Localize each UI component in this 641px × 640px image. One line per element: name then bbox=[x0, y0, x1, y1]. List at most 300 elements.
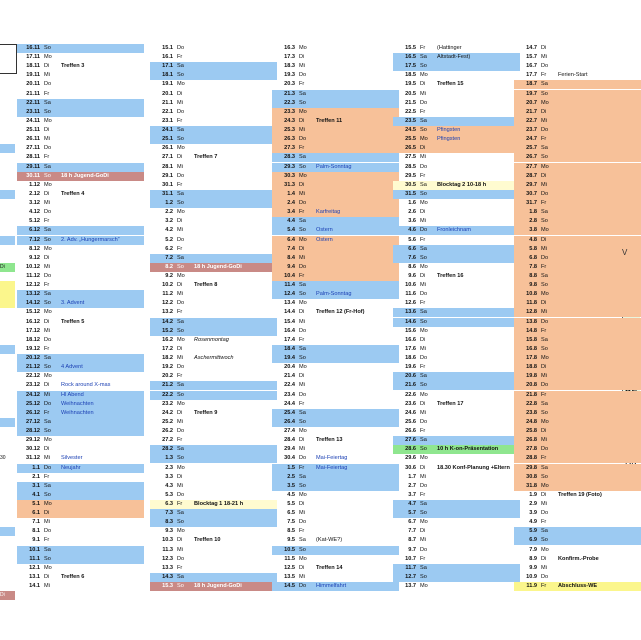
date-cell: 27.2 bbox=[162, 437, 173, 444]
date-cell: 24.1 bbox=[162, 127, 173, 134]
weekday-cell: Mi bbox=[541, 437, 547, 444]
calendar-row bbox=[17, 44, 144, 53]
weekday-cell: Sa bbox=[44, 482, 51, 489]
date-cell: 16.5 bbox=[405, 54, 416, 61]
date-cell: 6.4 bbox=[287, 236, 295, 243]
weekday-cell: Di bbox=[44, 254, 50, 261]
calendar-row bbox=[17, 217, 144, 226]
calendar-row bbox=[393, 272, 520, 281]
calendar-row bbox=[17, 318, 144, 327]
date-cell: 28.6 bbox=[405, 446, 416, 453]
calendar-row bbox=[514, 208, 641, 217]
date-cell: 13.3 bbox=[162, 564, 173, 571]
calendar-row bbox=[514, 217, 641, 226]
date-cell: 25.5 bbox=[405, 136, 416, 143]
calendar-row bbox=[272, 71, 399, 80]
event-label: Treffen 16 bbox=[437, 273, 464, 279]
weekday-cell: Di bbox=[420, 336, 426, 343]
calendar-row bbox=[514, 308, 641, 317]
weekday-cell: So bbox=[177, 455, 184, 462]
calendar-row bbox=[150, 445, 277, 454]
calendar-row bbox=[393, 71, 520, 80]
date-cell: 28.11 bbox=[26, 154, 40, 161]
weekday-cell: Mi bbox=[420, 218, 426, 225]
date-cell: 27.7 bbox=[526, 163, 537, 170]
calendar-row bbox=[514, 391, 641, 400]
date-cell: 24.3 bbox=[284, 117, 295, 124]
date-cell: 24.11 bbox=[26, 117, 40, 124]
date-cell: 14.4 bbox=[284, 309, 295, 316]
event-label: Treffen 17 bbox=[437, 400, 464, 407]
date-cell: 10.12 bbox=[26, 263, 40, 270]
date-cell: 26.11 bbox=[26, 136, 40, 143]
calendar-row bbox=[272, 208, 399, 217]
calendar-row bbox=[272, 409, 399, 418]
date-cell: 18.12 bbox=[26, 336, 40, 343]
calendar-row bbox=[150, 308, 277, 317]
date-cell: 16.2 bbox=[162, 336, 173, 343]
calendar-row bbox=[514, 500, 641, 509]
weekday-cell: So bbox=[299, 163, 306, 170]
calendar-row bbox=[272, 281, 399, 290]
date-cell: 6.8 bbox=[529, 254, 537, 261]
calendar-row bbox=[17, 491, 144, 500]
weekday-cell: Do bbox=[420, 99, 428, 106]
calendar-row bbox=[150, 564, 277, 573]
weekday-cell: So bbox=[420, 446, 427, 453]
calendar-row bbox=[272, 381, 399, 390]
weekday-cell: So bbox=[177, 263, 184, 270]
weekday-cell: Sa bbox=[420, 245, 427, 252]
calendar-row bbox=[17, 427, 144, 436]
date-cell: 28.8 bbox=[526, 455, 537, 462]
weekday-cell: Sa bbox=[541, 209, 548, 216]
calendar-row bbox=[514, 345, 641, 354]
weekday-cell: Mi bbox=[299, 127, 305, 134]
weekday-cell: So bbox=[299, 355, 306, 362]
date-cell: 26.2 bbox=[162, 428, 173, 435]
date-cell: 15.5 bbox=[405, 45, 416, 51]
weekday-cell: Fr bbox=[299, 273, 305, 279]
calendar-row bbox=[17, 400, 144, 409]
date-cell: 30.8 bbox=[526, 473, 537, 480]
event-label: Treffen 8 bbox=[194, 282, 218, 289]
weekday-cell: Do bbox=[44, 209, 52, 216]
weekday-cell: So bbox=[299, 546, 306, 553]
date-cell: 12.3 bbox=[162, 555, 173, 562]
calendar-row bbox=[17, 418, 144, 427]
date-cell: 7.5 bbox=[287, 519, 295, 526]
date-cell: 26.8 bbox=[526, 437, 537, 444]
date-cell: 18.6 bbox=[405, 355, 416, 362]
calendar-row bbox=[272, 400, 399, 409]
weekday-cell: Do bbox=[299, 200, 307, 207]
weekday-cell: So bbox=[541, 409, 548, 416]
weekday-cell: Sa bbox=[177, 510, 184, 517]
date-cell: 5.4 bbox=[287, 227, 295, 234]
calendar-row bbox=[393, 473, 520, 482]
weekday-cell: Do bbox=[541, 63, 549, 70]
date-cell: 8.3 bbox=[165, 519, 173, 526]
event-label: 18 h Jugend-GoDi bbox=[61, 172, 109, 179]
weekday-cell: Di bbox=[177, 282, 183, 289]
calendar-row bbox=[272, 217, 399, 226]
date-cell: 12.4 bbox=[284, 291, 295, 298]
weekday-cell: Mo bbox=[299, 491, 307, 498]
calendar-row bbox=[17, 144, 144, 153]
calendar-row bbox=[17, 236, 144, 245]
date-cell: 24.2 bbox=[162, 409, 173, 416]
date-cell: 30.12 bbox=[26, 446, 40, 453]
calendar-row bbox=[150, 418, 277, 427]
weekday-cell: Fr bbox=[44, 90, 50, 97]
date-cell: 29.1 bbox=[162, 172, 173, 179]
date-cell: 11.9 bbox=[526, 583, 537, 590]
weekday-cell: Sa bbox=[420, 501, 427, 507]
calendar-row bbox=[150, 546, 277, 555]
date-cell: 2.5 bbox=[287, 473, 295, 480]
calendar-row bbox=[393, 546, 520, 555]
weekday-cell: So bbox=[541, 154, 548, 161]
date-cell: 11.8 bbox=[526, 300, 537, 307]
calendar-row bbox=[393, 80, 520, 89]
weekday-cell: Fr bbox=[299, 145, 305, 152]
calendar-row bbox=[393, 336, 520, 345]
calendar-row bbox=[150, 363, 277, 372]
date-cell: 5.12 bbox=[29, 218, 40, 225]
date-cell: 23.7 bbox=[526, 127, 537, 134]
calendar-row bbox=[393, 464, 520, 473]
calendar-row bbox=[150, 263, 277, 272]
weekday-cell: Sa bbox=[420, 309, 427, 316]
date-cell: 25.7 bbox=[526, 145, 537, 152]
event-label: Mai-Feiertag bbox=[316, 464, 348, 471]
date-cell: 12.6 bbox=[405, 300, 416, 307]
date-cell: 17.11 bbox=[26, 54, 40, 61]
calendar-row bbox=[150, 427, 277, 436]
weekday-cell: Do bbox=[541, 446, 549, 453]
date-cell: 30.3 bbox=[284, 172, 295, 179]
date-cell: 19.2 bbox=[162, 364, 173, 371]
weekday-cell: Fr bbox=[420, 45, 426, 51]
weekday-cell: Sa bbox=[541, 336, 548, 343]
calendar-row bbox=[272, 80, 399, 89]
date-cell: 11.5 bbox=[284, 555, 295, 562]
date-cell: 9.7 bbox=[408, 546, 416, 553]
weekday-cell: Sa bbox=[177, 63, 184, 70]
weekday-cell: Di bbox=[420, 273, 426, 279]
date-cell: 21.4 bbox=[284, 373, 295, 380]
weekday-cell: Mi bbox=[420, 473, 426, 480]
date-cell: 3.7 bbox=[408, 491, 416, 498]
weekday-cell: Fr bbox=[177, 373, 183, 380]
calendar-row bbox=[272, 436, 399, 445]
date-cell: 10.5 bbox=[284, 546, 295, 553]
date-cell: 28.12 bbox=[26, 428, 40, 435]
weekday-cell: Fr bbox=[541, 391, 547, 398]
weekday-cell: Do bbox=[420, 163, 428, 170]
date-cell: 12.1 bbox=[29, 564, 40, 571]
date-cell: 15.8 bbox=[526, 336, 537, 343]
weekday-cell: So bbox=[44, 491, 51, 498]
weekday-cell: Mi bbox=[44, 136, 50, 143]
date-cell: 4.4 bbox=[287, 218, 295, 225]
weekday-cell: Mo bbox=[541, 227, 549, 234]
weekday-cell: Mo bbox=[420, 455, 428, 462]
calendar-row bbox=[514, 99, 641, 108]
left-column-fragment bbox=[0, 345, 15, 354]
date-cell: 6.2 bbox=[165, 245, 173, 252]
date-cell: 24.6 bbox=[405, 409, 416, 416]
calendar-row bbox=[514, 564, 641, 573]
date-cell: 4.8 bbox=[529, 236, 537, 243]
date-cell: 30.6 bbox=[405, 464, 416, 471]
date-cell: 18.11 bbox=[26, 63, 40, 70]
calendar-row bbox=[514, 44, 641, 53]
date-cell: 1.6 bbox=[408, 200, 416, 207]
calendar-row bbox=[17, 226, 144, 235]
weekday-cell: Di bbox=[44, 318, 50, 325]
calendar-row bbox=[393, 126, 520, 135]
weekday-cell: Fr bbox=[420, 108, 426, 115]
date-cell: 23.6 bbox=[405, 400, 416, 407]
date-cell: 9.8 bbox=[529, 282, 537, 289]
date-cell: 17.4 bbox=[284, 336, 295, 343]
calendar-row bbox=[514, 62, 641, 71]
date-cell: 12.7 bbox=[405, 573, 416, 580]
weekday-cell: Sa bbox=[299, 345, 306, 352]
calendar-row bbox=[17, 163, 144, 172]
date-cell: 28.1 bbox=[162, 163, 173, 170]
weekday-cell: So bbox=[177, 327, 184, 334]
calendar-row bbox=[150, 226, 277, 235]
date-cell: 20.3 bbox=[284, 81, 295, 88]
date-cell: 2.3 bbox=[165, 464, 173, 471]
date-cell: 29.6 bbox=[405, 455, 416, 462]
event-label: Treffen 19 (Foto) bbox=[558, 491, 602, 498]
date-cell: 30.7 bbox=[526, 190, 537, 197]
weekday-cell: Do bbox=[420, 291, 428, 298]
date-cell: 27.11 bbox=[26, 145, 40, 152]
weekday-cell: Do bbox=[44, 145, 52, 152]
calendar-row bbox=[272, 354, 399, 363]
calendar-row bbox=[17, 172, 144, 181]
calendar-row bbox=[150, 372, 277, 381]
calendar-row bbox=[393, 208, 520, 217]
date-cell: 28.7 bbox=[526, 172, 537, 179]
date-cell: 13.6 bbox=[405, 309, 416, 316]
weekday-cell: Mo bbox=[420, 583, 428, 590]
date-cell: 22.2 bbox=[162, 391, 173, 398]
calendar-row bbox=[514, 263, 641, 272]
weekday-cell: Mo bbox=[299, 45, 307, 51]
calendar-row bbox=[514, 491, 641, 500]
date-cell: 21.12 bbox=[26, 364, 40, 371]
date-cell: 15.12 bbox=[26, 309, 40, 316]
date-cell: 20.7 bbox=[526, 99, 537, 106]
calendar-row bbox=[514, 290, 641, 299]
weekday-cell: Mi bbox=[541, 117, 547, 124]
calendar-row bbox=[150, 555, 277, 564]
date-cell: 23.3 bbox=[284, 108, 295, 115]
calendar-row bbox=[272, 163, 399, 172]
weekday-cell: Fr bbox=[44, 473, 50, 480]
date-cell: 13.5 bbox=[284, 573, 295, 580]
date-cell: 10.1 bbox=[29, 546, 40, 553]
date-cell: 25.11 bbox=[26, 127, 40, 134]
weekday-cell: Di bbox=[299, 309, 305, 316]
date-cell: 27.5 bbox=[405, 154, 416, 161]
calendar-row bbox=[514, 555, 641, 564]
date-cell: 14.8 bbox=[526, 327, 537, 334]
date-cell: 5.6 bbox=[408, 236, 416, 243]
weekday-cell: So bbox=[177, 583, 184, 590]
event-label: Treffen 7 bbox=[194, 154, 218, 161]
calendar-row bbox=[514, 546, 641, 555]
calendar-row bbox=[17, 546, 144, 555]
calendar-row bbox=[393, 509, 520, 518]
weekday-cell: Di bbox=[420, 209, 426, 216]
date-cell: 19.4 bbox=[284, 355, 295, 362]
calendar-row bbox=[17, 564, 144, 573]
calendar-row bbox=[393, 482, 520, 491]
date-cell: 4.6 bbox=[408, 227, 416, 234]
weekday-cell: Di bbox=[177, 409, 183, 416]
weekday-cell: Mi bbox=[299, 63, 305, 70]
date-cell: 10.2 bbox=[162, 282, 173, 289]
weekday-cell: Fr bbox=[420, 428, 426, 435]
calendar-row bbox=[17, 363, 144, 372]
date-cell: 4.7 bbox=[408, 501, 416, 507]
weekday-cell: Mo bbox=[420, 200, 428, 207]
weekday-cell: So bbox=[177, 200, 184, 207]
weekday-cell: Sa bbox=[299, 282, 306, 289]
weekday-cell: Di bbox=[299, 181, 305, 188]
calendar-row bbox=[150, 117, 277, 126]
calendar-row bbox=[17, 391, 144, 400]
calendar-row bbox=[272, 181, 399, 190]
weekday-cell: Mi bbox=[177, 291, 183, 298]
weekday-cell: Di bbox=[541, 172, 547, 179]
calendar-row bbox=[393, 144, 520, 153]
event-label: Blocktag 1 18-21 h bbox=[194, 501, 244, 507]
date-cell: 22.3 bbox=[284, 99, 295, 106]
date-cell: 19.12 bbox=[26, 345, 40, 352]
left-column-fragment bbox=[0, 190, 15, 199]
weekday-cell: Mo bbox=[177, 400, 185, 407]
weekday-cell: Sa bbox=[420, 117, 427, 124]
weekday-cell: Fr bbox=[177, 245, 183, 252]
calendar-row bbox=[17, 263, 144, 272]
weekday-cell: So bbox=[44, 428, 51, 435]
calendar-row bbox=[17, 62, 144, 71]
calendar-row bbox=[272, 299, 399, 308]
weekday-cell: Sa bbox=[420, 373, 427, 380]
weekday-cell: Di bbox=[541, 300, 547, 307]
calendar-row bbox=[514, 536, 641, 545]
calendar-row bbox=[150, 336, 277, 345]
date-cell: 14.3 bbox=[162, 573, 173, 580]
weekday-cell: Sa bbox=[299, 473, 306, 480]
calendar-row bbox=[272, 445, 399, 454]
date-cell: 20.5 bbox=[405, 90, 416, 97]
weekday-cell: Sa bbox=[44, 99, 51, 106]
weekday-cell: Mi bbox=[420, 154, 426, 161]
weekday-cell: Mo bbox=[299, 555, 307, 562]
date-cell: 18.1 bbox=[162, 72, 173, 79]
weekday-cell: Sa bbox=[420, 564, 427, 571]
date-cell: 24.7 bbox=[526, 136, 537, 143]
calendar-row bbox=[17, 527, 144, 536]
calendar-row bbox=[272, 53, 399, 62]
date-cell: 30.1 bbox=[162, 181, 173, 188]
date-cell: 5.5 bbox=[287, 501, 295, 507]
calendar-row bbox=[514, 573, 641, 582]
calendar-row bbox=[17, 445, 144, 454]
weekday-cell: Sa bbox=[299, 154, 306, 161]
date-cell: 7.3 bbox=[165, 510, 173, 517]
calendar-row bbox=[393, 436, 520, 445]
calendar-row bbox=[393, 391, 520, 400]
date-cell: 17.5 bbox=[405, 63, 416, 70]
date-cell: 20.2 bbox=[162, 373, 173, 380]
calendar-row bbox=[17, 336, 144, 345]
date-cell: 17.2 bbox=[162, 345, 173, 352]
date-cell: 21.6 bbox=[405, 382, 416, 389]
date-cell: 14.5 bbox=[284, 583, 295, 590]
date-cell: 19.1 bbox=[162, 81, 173, 88]
calendar-row bbox=[514, 445, 641, 454]
weekday-cell: Do bbox=[177, 428, 185, 435]
calendar-row bbox=[17, 345, 144, 354]
calendar-row bbox=[150, 454, 277, 463]
weekday-cell: Mi bbox=[541, 181, 547, 188]
calendar-row bbox=[17, 190, 144, 199]
calendar-row bbox=[393, 181, 520, 190]
weekday-cell: Mo bbox=[44, 373, 52, 380]
date-cell: 26.3 bbox=[284, 136, 295, 143]
calendar-row bbox=[17, 500, 144, 509]
calendar-row bbox=[17, 254, 144, 263]
calendar-row bbox=[17, 582, 144, 591]
weekday-cell: So bbox=[299, 99, 306, 106]
weekday-cell: Mo bbox=[177, 273, 185, 279]
weekday-cell: Sa bbox=[177, 318, 184, 325]
weekday-cell: Fr bbox=[420, 364, 426, 371]
weekday-cell: Fr bbox=[299, 528, 305, 535]
date-cell: 24.4 bbox=[284, 400, 295, 407]
date-cell: 27.1 bbox=[162, 154, 173, 161]
calendar-row bbox=[514, 527, 641, 536]
date-cell: 22.5 bbox=[405, 108, 416, 115]
weekday-cell: Di bbox=[177, 537, 183, 544]
date-cell: 26.5 bbox=[405, 145, 416, 152]
calendar-row bbox=[514, 236, 641, 245]
date-cell: 29.4 bbox=[284, 446, 295, 453]
date-cell: 3.5 bbox=[287, 482, 295, 489]
weekday-cell: Fr bbox=[44, 218, 50, 225]
calendar-row bbox=[514, 163, 641, 172]
weekday-cell: Mi bbox=[541, 564, 547, 571]
weekday-cell: Mi bbox=[299, 510, 305, 517]
weekday-cell: Fr bbox=[299, 400, 305, 407]
date-cell: 19.6 bbox=[405, 364, 416, 371]
weekday-cell: Di bbox=[541, 555, 547, 562]
weekday-cell: Mo bbox=[420, 136, 428, 143]
weekday-cell: Mo bbox=[44, 501, 52, 507]
date-cell: 22.7 bbox=[526, 117, 537, 124]
weekday-cell: So bbox=[44, 45, 51, 51]
